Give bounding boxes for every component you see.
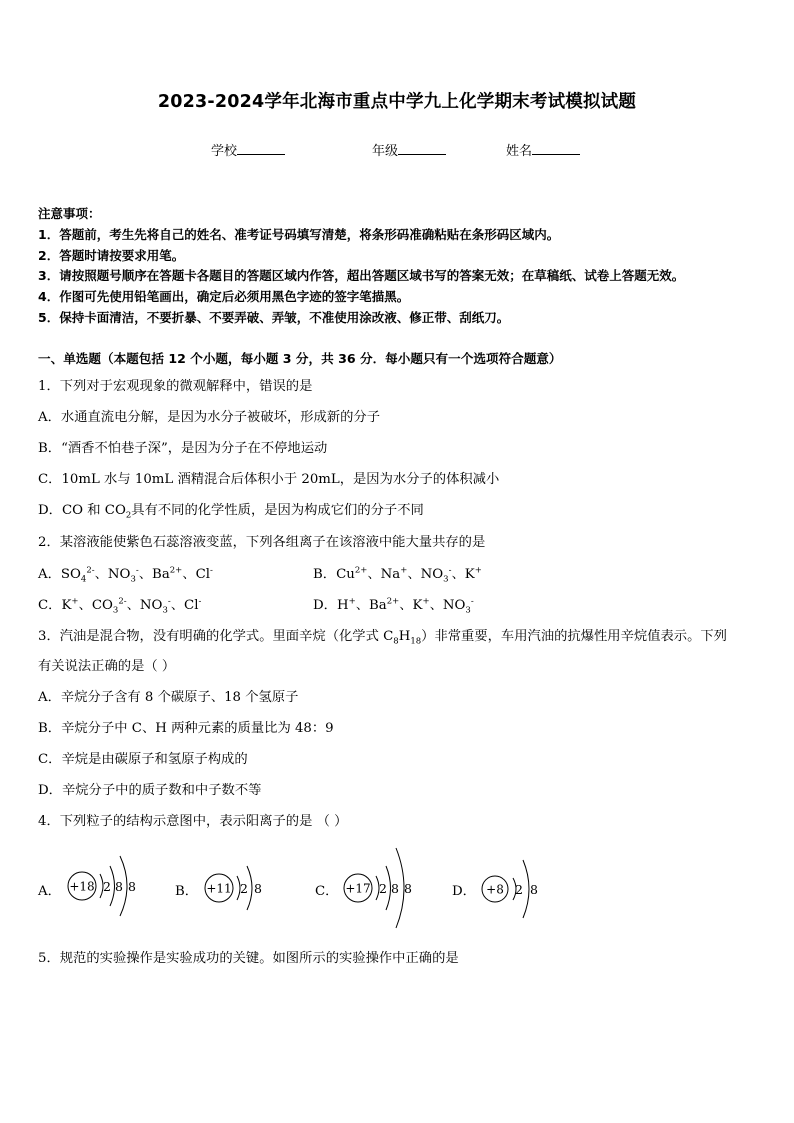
option-a: A．水通直流电分解，是因为水分子被破坏，形成新的分子 (38, 410, 381, 425)
option-c: C．辛烷是由碳原子和氢原子构成的 (38, 752, 248, 767)
notice-item: 2．答题时请按要求用笔。 (38, 248, 185, 263)
shell-electron-count: 2 (103, 879, 111, 894)
school-label: 学校 (211, 144, 238, 159)
grade-field (372, 140, 446, 159)
school-blank (237, 142, 285, 155)
option-d-label: D． (452, 884, 476, 899)
question-stem: 5．规范的实验操作是实验成功的关键。如图所示的实验操作中正确的是 (38, 951, 459, 966)
name-label: 姓名 (506, 144, 533, 159)
atom-structure-diagram (66, 836, 146, 936)
question-stem: 3．汽油是混合物，没有明确的化学式。里面辛烷（化学式 $C_8H_{18}$）非常重要，车用汽油的抗爆性用辛烷值表示。下列 (38, 629, 727, 647)
shell-electron-count: 8 (115, 879, 123, 894)
nucleus-charge: +17 (345, 881, 371, 896)
nucleus-charge: +18 (69, 879, 95, 894)
atom-structure-diagram (342, 836, 422, 936)
notice-item: 1．答题前，考生先将自己的姓名、准考证号码填写清楚，将条形码准确粘贴在条形码区域内。 (38, 227, 560, 242)
atom-diagram-row (0, 836, 794, 936)
question-stem: 2．某溶液能使紫色石蕊溶液变蓝，下列各组离子在该溶液中能大量共存的是 (38, 535, 486, 550)
option-b: B．“酒香不怕巷子深”，是因为分子在不停地运动 (38, 441, 328, 456)
option-a-label: A． (38, 884, 61, 899)
atom-structure-diagram (481, 836, 551, 936)
page-title: 2023-2024学年北海市重点中学九上化学期末考试模拟试题 (157, 92, 637, 112)
shell-electron-count: 2 (379, 881, 387, 896)
notice-item: 4．作图可先使用铅笔画出，确定后必须用黑色字迹的签字笔描黑。 (38, 289, 410, 304)
option-b: B．辛烷分子中 C、H 两种元素的质量比为 48：9 (38, 721, 334, 736)
option-c: C．10mL 水与 10mL 酒精混合后体积小于 20mL，是因为水分子的体积减小 (38, 472, 500, 487)
school-field (211, 140, 285, 159)
shell-electron-count: 8 (254, 881, 262, 896)
notice-heading: 注意事项： (38, 206, 101, 221)
option-row (38, 563, 482, 585)
atom-structure-diagram (203, 836, 273, 936)
shell-electron-count: 8 (530, 882, 538, 897)
shell-electron-count: 8 (391, 881, 399, 896)
section-heading: 一、单选题（本题包括 12 个小题，每小题 3 分，共 36 分．每小题只有一个选项符合题意） (38, 351, 562, 366)
option-d: D．辛烷分子中的质子数和中子数不等 (38, 783, 262, 798)
question-stem-cont: 有关说法正确的是（ ） (38, 659, 176, 674)
nucleus-charge: +8 (486, 882, 504, 897)
shell-electron-count: 8 (404, 881, 412, 896)
grade-label: 年级 (372, 144, 399, 159)
notice-item: 5．保持卡面清洁，不要折暴、不要弄破、弄皱，不准使用涂改液、修正带、刮纸刀。 (38, 310, 510, 325)
option-row (38, 594, 474, 616)
notice-item: 3．请按照题号顺序在答题卡各题目的答题区域内作答，超出答题区域书写的答案无效；在草稿纸、试卷上答题无效。 (38, 268, 685, 283)
option-a: A．辛烷分子含有 8 个碳原子、18 个氢原子 (38, 690, 299, 705)
option-d: D．H+、$Ba^{2+}$、K+、$NO_3^-$ (313, 596, 474, 616)
option-c: C．K+、$CO_3^{2-}$、$NO_3^-$、Cl- (38, 596, 202, 616)
shell-electron-count: 2 (240, 881, 248, 896)
grade-blank (398, 142, 446, 155)
nucleus-charge: +11 (206, 881, 232, 896)
question-stem: 4．下列粒子的结构示意图中，表示阳离子的是 （ ） (38, 814, 348, 829)
shell-electron-count: 2 (515, 882, 523, 897)
option-a: A．$SO_4^{2-}$、$NO_3^-$、$Ba^{2+}$、Cl- (38, 565, 213, 585)
name-field (506, 140, 580, 159)
question-stem: 1．下列对于宏观现象的微观解释中，错误的是 (38, 379, 313, 394)
shell-electron-count: 8 (128, 879, 136, 894)
option-b: B．$Cu^{2+}$、Na+、$NO_3^-$、K+ (313, 565, 482, 585)
option-c-label: C． (315, 884, 339, 899)
name-blank (532, 142, 580, 155)
option-b-label: B． (175, 884, 199, 899)
option-d: D．CO 和 $CO_2$具有不同的化学性质，是因为构成它们的分子不同 (38, 503, 424, 521)
